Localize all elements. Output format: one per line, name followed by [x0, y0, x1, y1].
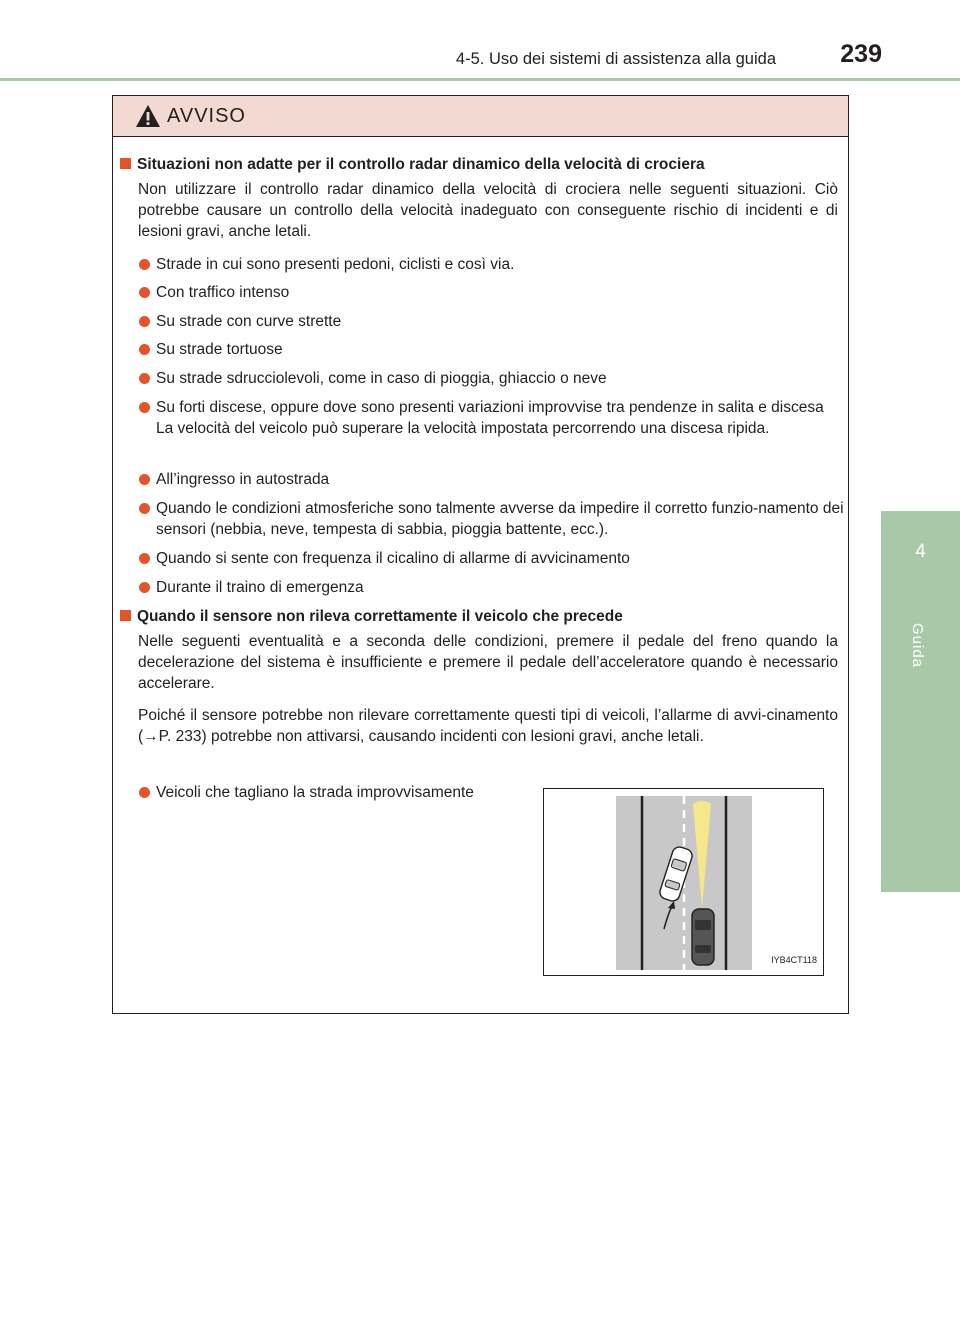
list-item: [138, 339, 844, 360]
round-bullet-icon: [139, 344, 150, 355]
list-item-note: La velocità del veicolo può superare la velocità impostata percorrendo una discesa ripida.: [156, 420, 770, 437]
list-item: [138, 498, 844, 540]
round-bullet-icon: [139, 474, 150, 485]
round-bullet-icon: [139, 553, 150, 564]
list-item: [138, 397, 844, 439]
round-bullet-icon: [139, 287, 150, 298]
warning-box: [112, 95, 849, 1014]
list-item: [138, 577, 844, 598]
round-bullet-icon: [139, 373, 150, 384]
cut-in-vehicle: [658, 845, 694, 903]
section-heading-text: Quando il sensore non rileva correttamente il veicolo che precede: [137, 608, 623, 625]
list-item-text: Su forti discese, oppure dove sono presenti variazioni improvvise tra pendenze in salita e discesa: [156, 399, 824, 416]
round-bullet-icon: [139, 402, 150, 413]
round-bullet-icon: [139, 316, 150, 327]
section-intro-paragraph: Non utilizzare il controllo radar dinamico della velocità di crociera nelle seguenti situazioni. Ciò potrebbe causare un controllo della velocità inadeguato con conseguente rischio di incidenti e di lesioni gravi, anche letali.: [138, 181, 838, 240]
list-item-text: Su strade tortuose: [156, 341, 283, 358]
round-bullet-icon: [139, 582, 150, 593]
road: [616, 796, 752, 970]
section-title: 4-5. Uso dei sistemi di assistenza alla guida: [455, 50, 776, 68]
list-item: [138, 311, 844, 332]
section-intro-paragraph-2: Poiché il sensore potrebbe non rilevare correttamente questi tipi di veicoli, l’allarme di avvi-cinamento (→P. 233) potrebbe non attivarsi, causando incidenti con lesioni gravi, anche letali.: [138, 707, 838, 745]
list-item-text: Su strade sdrucciolevoli, come in caso di pioggia, ghiaccio o neve: [156, 370, 607, 387]
round-bullet-icon: [139, 787, 150, 798]
list-item-text: Con traffico intenso: [156, 284, 290, 301]
list-item: [138, 548, 844, 569]
cut-in-vehicle-illustration: [543, 788, 824, 976]
warning-triangle-icon: [135, 104, 161, 128]
list-item-text: Su strade con curve strette: [156, 313, 342, 330]
list-item-text: All’ingresso in autostrada: [156, 471, 330, 488]
list-item-text: Durante il traino di emergenza: [156, 579, 364, 596]
list-item: [138, 782, 508, 803]
list-item: [138, 368, 844, 389]
warning-header: [113, 96, 848, 137]
list-item-text: Quando le condizioni atmosferiche sono talmente avverse da impedire il corretto funzio-namento dei sensori (nebbia, neve, tempesta di sabbia, pioggia battente, ecc.).: [156, 500, 844, 538]
list-item-text: Veicoli che tagliano la strada improvvisamente: [156, 784, 474, 801]
list-item-text: Quando si sente con frequenza il cicalino di allarme di avvicinamento: [156, 550, 630, 567]
list-item: [138, 254, 844, 275]
illustration-caption: IYB4CT118: [771, 955, 817, 965]
round-bullet-icon: [139, 259, 150, 270]
header-divider: [0, 78, 960, 81]
list-item-text: Strade in cui sono presenti pedoni, ciclisti e così via.: [156, 256, 515, 273]
section-intro-paragraph: Nelle seguenti eventualità e a seconda delle condizioni, premere il pedale del freno quando la decelerazione del sistema è insufficiente e premere il pedale dell’acceleratore quando è necessario accelerare.: [138, 633, 838, 692]
chapter-tab: [881, 511, 960, 892]
section-heading-text: Situazioni non adatte per il controllo radar dinamico della velocità di crociera: [137, 156, 705, 173]
own-vehicle: [692, 909, 714, 965]
warning-title: AVVISO: [167, 104, 246, 127]
section-heading-sensor-detection: [120, 606, 623, 627]
chapter-label: Guida: [909, 623, 926, 669]
list-item: [138, 469, 844, 490]
round-bullet-icon: [139, 503, 150, 514]
list-item: [138, 282, 844, 303]
chapter-number: 4: [915, 541, 926, 562]
radar-beam: [693, 804, 711, 908]
road-scene: [616, 796, 752, 970]
square-bullet-icon: [120, 158, 131, 169]
page-number: 239: [840, 40, 882, 68]
section-heading-unsuitable-situations: [120, 154, 705, 175]
square-bullet-icon: [120, 610, 131, 621]
